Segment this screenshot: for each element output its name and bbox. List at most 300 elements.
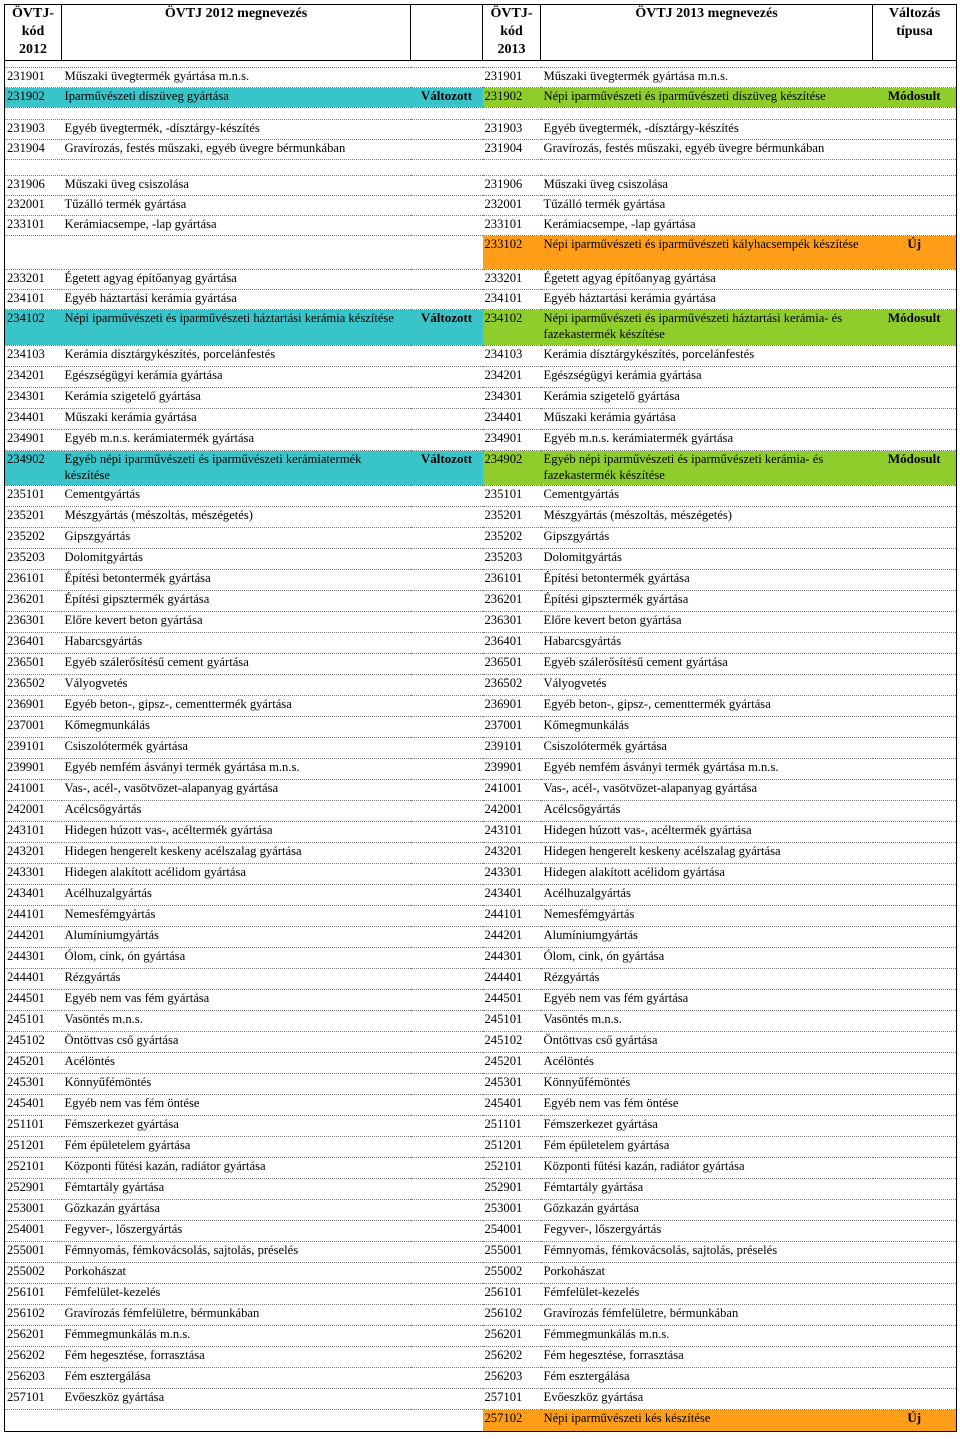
name-2013-cell: Egyéb népi iparművészeti és iparművészeti kerámia- és fazekastermék készítése [541, 451, 873, 486]
code-2012-cell: 251101 [5, 1116, 62, 1137]
code-2012-cell: 252101 [5, 1158, 62, 1179]
change-cell [411, 717, 483, 738]
table-row [5, 1158, 957, 1179]
change-type-cell: Módosult [873, 451, 957, 486]
code-2012-cell: 245401 [5, 1095, 62, 1116]
code-2012-cell: 234901 [5, 430, 62, 451]
change-type-cell [873, 1053, 957, 1074]
code-2012-cell: 239101 [5, 738, 62, 759]
table-row [5, 780, 957, 801]
change-cell [411, 1095, 483, 1116]
change-type-cell [873, 549, 957, 570]
change-type-cell [873, 176, 957, 196]
code-2013-cell: 241001 [483, 780, 541, 801]
code-2013-cell: 254001 [483, 1221, 541, 1242]
table-row [5, 612, 957, 633]
name-2012-cell: Evőeszköz gyártása [62, 1389, 411, 1410]
change-cell: Változott [411, 88, 483, 108]
code-2012-cell: 244301 [5, 948, 62, 969]
code-2013-cell: 233101 [483, 216, 541, 236]
change-cell [411, 906, 483, 927]
code-2013-cell: 239901 [483, 759, 541, 780]
change-type-cell [873, 969, 957, 990]
code-2012-cell: 253001 [5, 1200, 62, 1221]
separator-cell [62, 160, 411, 176]
table-row [5, 591, 957, 612]
separator-cell [483, 160, 541, 176]
code-2012-cell: 242001 [5, 801, 62, 822]
name-2013-cell: Csiszolótermék gyártása [541, 738, 873, 759]
code-2012-cell: 236401 [5, 633, 62, 654]
change-type-cell [873, 822, 957, 843]
code-2012-cell: 256201 [5, 1326, 62, 1347]
name-2013-cell: Egyéb nemfém ásványi termék gyártása m.n.s. [541, 759, 873, 780]
code-2012-cell: 241001 [5, 780, 62, 801]
header-change-type: Változás típusa [873, 5, 957, 61]
name-2012-cell: Iparművészeti díszüveg gyártása [62, 88, 411, 108]
code-2013-cell: 244101 [483, 906, 541, 927]
name-2013-cell: Fémfelület-kezelés [541, 1284, 873, 1305]
name-2013-cell: Hidegen hengerelt keskeny acélszalag gyártása [541, 843, 873, 864]
table-row [5, 236, 957, 270]
name-2013-cell: Fém épületelem gyártása [541, 1137, 873, 1158]
change-type-cell [873, 409, 957, 430]
code-2013-cell: 235203 [483, 549, 541, 570]
name-2012-cell: Építési gipsztermék gyártása [62, 591, 411, 612]
table-row [5, 1011, 957, 1032]
code-2012-cell: 239901 [5, 759, 62, 780]
code-2013-cell: 236401 [483, 633, 541, 654]
change-type-cell [873, 270, 957, 290]
change-cell [411, 120, 483, 140]
name-2013-cell: Hidegen húzott vas-, acéltermék gyártása [541, 822, 873, 843]
name-2013-cell: Egyéb m.n.s. kerámiatermék gyártása [541, 430, 873, 451]
change-cell [411, 140, 483, 160]
name-2013-cell: Nemesfémgyártás [541, 906, 873, 927]
name-2012-cell: Fém esztergálása [62, 1368, 411, 1389]
change-type-cell [873, 196, 957, 216]
code-2013-cell: 257102 [483, 1410, 541, 1432]
change-cell [411, 822, 483, 843]
change-cell [411, 1011, 483, 1032]
name-2012-cell: Acélcsőgyártás [62, 801, 411, 822]
change-cell [411, 1326, 483, 1347]
separator-cell [541, 108, 873, 120]
code-2013-cell: 256201 [483, 1326, 541, 1347]
change-cell: Változott [411, 310, 483, 346]
code-2013-cell: 256202 [483, 1347, 541, 1368]
code-2012-cell: 236201 [5, 591, 62, 612]
code-2013-cell: 257101 [483, 1389, 541, 1410]
code-2013-cell: 231901 [483, 68, 541, 88]
name-2013-cell: Kerámia dísztárgykészítés, porcelánfestés [541, 346, 873, 367]
change-type-cell [873, 1284, 957, 1305]
change-type-cell [873, 1221, 957, 1242]
change-type-cell [873, 528, 957, 549]
name-2013-cell: Fémszerkezet gyártása [541, 1116, 873, 1137]
name-2012-cell: Dolomitgyártás [62, 549, 411, 570]
separator-cell [873, 160, 957, 176]
change-cell [411, 1389, 483, 1410]
separator-row [5, 61, 957, 68]
name-2013-cell: Fém hegesztése, forrasztása [541, 1347, 873, 1368]
code-2013-cell: 253001 [483, 1200, 541, 1221]
code-2012-cell: 244101 [5, 906, 62, 927]
header-name-2012: ÖVTJ 2012 megnevezés [62, 5, 411, 61]
name-2012-cell: Hidegen húzott vas-, acéltermék gyártása [62, 822, 411, 843]
name-2013-cell: Gravírozás, festés műszaki, egyéb üvegre bérmunkában [541, 140, 873, 160]
table-row [5, 1368, 957, 1389]
table-row [5, 696, 957, 717]
name-2013-cell: Mészgyártás (mészoltás, mészégetés) [541, 507, 873, 528]
table-row [5, 1116, 957, 1137]
separator-row [5, 160, 957, 176]
table-row [5, 864, 957, 885]
code-2012-cell: 244201 [5, 927, 62, 948]
name-2013-cell: Habarcsgyártás [541, 633, 873, 654]
code-2013-cell: 252101 [483, 1158, 541, 1179]
name-2013-cell: Kerámiacsempe, -lap gyártása [541, 216, 873, 236]
header-row [5, 5, 957, 61]
name-2013-cell: Gipszgyártás [541, 528, 873, 549]
code-2012-cell: 234103 [5, 346, 62, 367]
table-row [5, 1284, 957, 1305]
table-row [5, 717, 957, 738]
change-cell [411, 1221, 483, 1242]
name-2012-cell: Egyéb nemfém ásványi termék gyártása m.n.s. [62, 759, 411, 780]
change-cell [411, 759, 483, 780]
separator-cell [541, 160, 873, 176]
separator-cell [483, 61, 541, 68]
name-2013-cell: Fém esztergálása [541, 1368, 873, 1389]
code-2013-cell: 252901 [483, 1179, 541, 1200]
code-2012-cell: 243301 [5, 864, 62, 885]
name-2012-cell: Egyéb nem vas fém öntése [62, 1095, 411, 1116]
change-type-cell [873, 1011, 957, 1032]
change-type-cell [873, 140, 957, 160]
name-2013-cell: Központi fűtési kazán, radiátor gyártása [541, 1158, 873, 1179]
change-type-cell: Új [873, 1410, 957, 1432]
change-type-cell [873, 1095, 957, 1116]
code-2013-cell: 244401 [483, 969, 541, 990]
code-2012-cell: 235202 [5, 528, 62, 549]
table-row [5, 270, 957, 290]
change-type-cell [873, 633, 957, 654]
name-2012-cell: Acélöntés [62, 1053, 411, 1074]
name-2012-cell: Egyéb beton-, gipsz-, cementtermék gyártása [62, 696, 411, 717]
table-row [5, 1410, 957, 1432]
change-cell [411, 591, 483, 612]
change-type-cell: Módosult [873, 310, 957, 346]
name-2013-cell: Könnyűfémöntés [541, 1074, 873, 1095]
code-2013-cell: 236301 [483, 612, 541, 633]
change-type-cell [873, 388, 957, 409]
name-2013-cell: Ólom, cink, ón gyártása [541, 948, 873, 969]
code-2012-cell: 251201 [5, 1137, 62, 1158]
name-2012-cell: Acélhuzalgyártás [62, 885, 411, 906]
name-2012-cell: Fémszerkezet gyártása [62, 1116, 411, 1137]
table-row [5, 528, 957, 549]
code-2013-cell: 243401 [483, 885, 541, 906]
code-2013-cell: 234102 [483, 310, 541, 346]
name-2013-cell: Egyéb szálerősítésű cement gyártása [541, 654, 873, 675]
change-type-cell [873, 612, 957, 633]
change-type-cell [873, 1263, 957, 1284]
header-change-empty [411, 5, 483, 61]
code-2013-cell: 234301 [483, 388, 541, 409]
change-type-cell [873, 843, 957, 864]
code-2013-cell: 232001 [483, 196, 541, 216]
change-cell [411, 612, 483, 633]
change-cell [411, 1242, 483, 1263]
code-2012-cell: 236101 [5, 570, 62, 591]
name-2013-cell: Építési betontermék gyártása [541, 570, 873, 591]
code-2013-cell: 237001 [483, 717, 541, 738]
code-2012-cell: 257101 [5, 1389, 62, 1410]
code-2012-cell: 235101 [5, 486, 62, 507]
code-2013-cell: 243301 [483, 864, 541, 885]
code-2012-cell: 234102 [5, 310, 62, 346]
name-2012-cell: Gravírozás, festés műszaki, egyéb üvegre bérmunkában [62, 140, 411, 160]
name-2013-cell: Égetett agyag építőanyag gyártása [541, 270, 873, 290]
code-2012-cell: 243101 [5, 822, 62, 843]
table-row [5, 176, 957, 196]
change-cell [411, 346, 483, 367]
change-cell [411, 864, 483, 885]
table-row [5, 486, 957, 507]
code-2013-cell: 231902 [483, 88, 541, 108]
change-cell [411, 270, 483, 290]
name-2012-cell: Fémtartály gyártása [62, 1179, 411, 1200]
name-2012-cell: Műszaki üvegtermék gyártása m.n.s. [62, 68, 411, 88]
code-2012-cell: 234301 [5, 388, 62, 409]
name-2013-cell: Egyéb nem vas fém öntése [541, 1095, 873, 1116]
separator-cell [873, 108, 957, 120]
name-2012-cell [62, 1410, 411, 1432]
change-type-cell: Módosult [873, 88, 957, 108]
change-type-cell [873, 675, 957, 696]
name-2012-cell: Előre kevert beton gyártása [62, 612, 411, 633]
change-type-cell [873, 216, 957, 236]
code-2012-cell: 234902 [5, 451, 62, 486]
code-2013-cell: 235202 [483, 528, 541, 549]
table-row [5, 1179, 957, 1200]
code-2012-cell: 255002 [5, 1263, 62, 1284]
change-cell [411, 1137, 483, 1158]
name-2013-cell: Fémtartály gyártása [541, 1179, 873, 1200]
code-2013-cell: 236502 [483, 675, 541, 696]
code-2012-cell: 235201 [5, 507, 62, 528]
code-2012-cell: 256102 [5, 1305, 62, 1326]
name-2012-cell: Kerámiacsempe, -lap gyártása [62, 216, 411, 236]
code-comparison-table [4, 4, 957, 1432]
change-type-cell [873, 885, 957, 906]
name-2013-cell: Fegyver-, lőszergyártás [541, 1221, 873, 1242]
code-2012-cell: 256202 [5, 1347, 62, 1368]
change-type-cell [873, 1179, 957, 1200]
change-type-cell [873, 1368, 957, 1389]
name-2013-cell: Kerámia szigetelő gyártása [541, 388, 873, 409]
change-cell [411, 1053, 483, 1074]
name-2012-cell: Egyéb népi iparművészeti és iparművészeti kerámiatermék készítése [62, 451, 411, 486]
change-cell [411, 801, 483, 822]
code-2013-cell: 242001 [483, 801, 541, 822]
code-2012-cell: 233201 [5, 270, 62, 290]
change-cell [411, 507, 483, 528]
table-row [5, 409, 957, 430]
code-2012-cell: 256203 [5, 1368, 62, 1389]
change-type-cell [873, 68, 957, 88]
change-type-cell [873, 654, 957, 675]
change-cell [411, 196, 483, 216]
change-cell: Változott [411, 451, 483, 486]
code-2012-cell: 236901 [5, 696, 62, 717]
change-cell [411, 176, 483, 196]
name-2012-cell: Cementgyártás [62, 486, 411, 507]
change-type-cell [873, 346, 957, 367]
table-row [5, 1326, 957, 1347]
name-2012-cell: Fémfelület-kezelés [62, 1284, 411, 1305]
change-cell [411, 570, 483, 591]
change-cell [411, 1368, 483, 1389]
table-row [5, 885, 957, 906]
change-cell [411, 1305, 483, 1326]
name-2012-cell: Kőmegmunkálás [62, 717, 411, 738]
separator-cell [541, 61, 873, 68]
code-2012-cell: 233101 [5, 216, 62, 236]
change-type-cell [873, 864, 957, 885]
name-2013-cell: Kőmegmunkálás [541, 717, 873, 738]
table-row [5, 927, 957, 948]
code-2013-cell: 236501 [483, 654, 541, 675]
code-2013-cell: 256203 [483, 1368, 541, 1389]
code-2013-cell: 234401 [483, 409, 541, 430]
name-2013-cell: Gravírozás fémfelületre, bérmunkában [541, 1305, 873, 1326]
change-type-cell [873, 367, 957, 388]
table-row [5, 801, 957, 822]
change-cell [411, 1116, 483, 1137]
change-type-cell [873, 570, 957, 591]
change-cell [411, 927, 483, 948]
code-2012-cell: 243401 [5, 885, 62, 906]
table-row [5, 367, 957, 388]
change-type-cell [873, 1305, 957, 1326]
change-cell [411, 216, 483, 236]
code-2012-cell: 236502 [5, 675, 62, 696]
name-2013-cell: Öntöttvas cső gyártása [541, 1032, 873, 1053]
name-2012-cell: Égetett agyag építőanyag gyártása [62, 270, 411, 290]
table-row [5, 1074, 957, 1095]
table-row [5, 822, 957, 843]
name-2012-cell: Fém épületelem gyártása [62, 1137, 411, 1158]
name-2012-cell: Kerámia dísztárgykészítés, porcelánfestés [62, 346, 411, 367]
change-cell [411, 236, 483, 270]
change-type-cell [873, 591, 957, 612]
change-type-cell [873, 1200, 957, 1221]
table-row [5, 290, 957, 310]
change-type-cell [873, 927, 957, 948]
change-cell [411, 549, 483, 570]
name-2013-cell: Acélöntés [541, 1053, 873, 1074]
name-2013-cell: Egyéb beton-, gipsz-, cementtermék gyártása [541, 696, 873, 717]
change-type-cell [873, 507, 957, 528]
separator-cell [62, 108, 411, 120]
name-2013-cell: Evőeszköz gyártása [541, 1389, 873, 1410]
change-type-cell [873, 906, 957, 927]
name-2013-cell: Építési gipsztermék gyártása [541, 591, 873, 612]
change-cell [411, 990, 483, 1011]
name-2012-cell: Műszaki kerámia gyártása [62, 409, 411, 430]
code-2013-cell: 245102 [483, 1032, 541, 1053]
table-row [5, 633, 957, 654]
code-2013-cell: 236101 [483, 570, 541, 591]
code-2013-cell: 236201 [483, 591, 541, 612]
change-type-cell [873, 430, 957, 451]
name-2012-cell: Vasöntés m.n.s. [62, 1011, 411, 1032]
table-row [5, 1221, 957, 1242]
code-2012-cell: 245301 [5, 1074, 62, 1095]
code-2013-cell: 234103 [483, 346, 541, 367]
code-2012-cell: 231902 [5, 88, 62, 108]
table-row [5, 120, 957, 140]
change-type-cell [873, 759, 957, 780]
code-2013-cell: 239101 [483, 738, 541, 759]
code-2013-cell: 244501 [483, 990, 541, 1011]
name-2012-cell: Fémnyomás, fémkovácsolás, sajtolás, préselés [62, 1242, 411, 1263]
change-cell [411, 1263, 483, 1284]
name-2013-cell: Rézgyártás [541, 969, 873, 990]
name-2013-cell: Dolomitgyártás [541, 549, 873, 570]
change-type-cell [873, 1242, 957, 1263]
code-2013-cell: 234901 [483, 430, 541, 451]
change-type-cell [873, 1032, 957, 1053]
name-2013-cell: Cementgyártás [541, 486, 873, 507]
change-type-cell [873, 990, 957, 1011]
change-cell [411, 885, 483, 906]
separator-cell [5, 108, 62, 120]
change-cell [411, 969, 483, 990]
code-2013-cell: 245201 [483, 1053, 541, 1074]
name-2013-cell: Acélhuzalgyártás [541, 885, 873, 906]
change-cell [411, 409, 483, 430]
name-2012-cell: Gravírozás fémfelületre, bérmunkában [62, 1305, 411, 1326]
code-2013-cell: 234902 [483, 451, 541, 486]
separator-cell [62, 61, 411, 68]
table-row [5, 570, 957, 591]
code-2013-cell: 243101 [483, 822, 541, 843]
code-2012-cell: 234401 [5, 409, 62, 430]
table-row [5, 1347, 957, 1368]
change-cell [411, 290, 483, 310]
table-row [5, 549, 957, 570]
name-2013-cell: Gőzkazán gyártása [541, 1200, 873, 1221]
code-2013-cell: 235201 [483, 507, 541, 528]
change-type-cell [873, 948, 957, 969]
table-row [5, 1263, 957, 1284]
change-cell [411, 1032, 483, 1053]
table-row [5, 948, 957, 969]
change-type-cell [873, 290, 957, 310]
code-2012-cell: 254001 [5, 1221, 62, 1242]
code-2012-cell: 236301 [5, 612, 62, 633]
name-2012-cell: Csiszolótermék gyártása [62, 738, 411, 759]
separator-cell [411, 108, 483, 120]
header-name-2013: ÖVTJ 2013 megnevezés [541, 5, 873, 61]
table-row [5, 1389, 957, 1410]
code-2013-cell: 236901 [483, 696, 541, 717]
table-row [5, 1137, 957, 1158]
table-row [5, 1242, 957, 1263]
